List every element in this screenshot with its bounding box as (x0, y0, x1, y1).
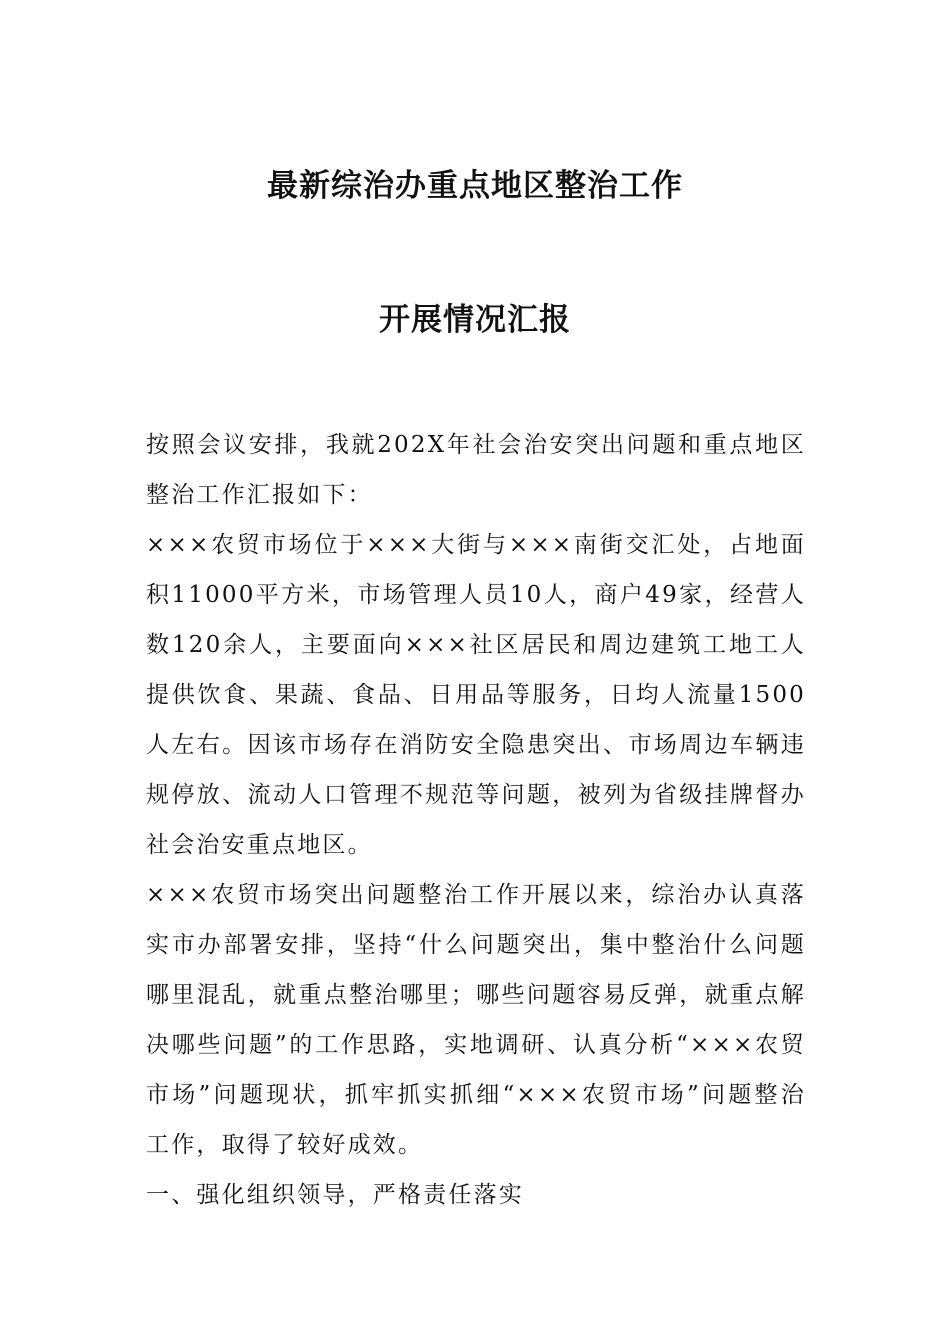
document-title-line-1: 最新综治办重点地区整治工作 (267, 168, 683, 204)
paragraph-intro: 按照会议安排，我就202X年社会治安突出问题和重点地区整治工作汇报如下： (146, 432, 806, 508)
paragraph-market-overview: ×××农贸市场位于×××大街与×××南街交汇处，占地面积11000平方米，市场管理人员10人，商户49家，经营人数120余人，主要面向×××社区居民和周边建筑工地工人提供饮食、果蔬、食品、日用品等服务，日均人流量1500人左右。因该市场存在消防安全隐患突出、市场周边车辆违规停放、流动人口管理不规范等问题，被列为省级挂牌督办社会治安重点地区。 (146, 532, 806, 858)
paragraph-work-approach: ×××农贸市场突出问题整治工作开展以来，综治办认真落实市办部署安排，坚持“什么问题突出，集中整治什么问题哪里混乱，就重点整治哪里；哪些问题容易反弹，就重点解决哪些问题”的工作思路，实地调研、认真分析“×××农贸市场”问题现状，抓牢抓实抓细“×××农贸市场”问题整治工作，取得了较好成效。 (146, 882, 806, 1158)
document-body (146, 420, 806, 1220)
section-heading-1: 一、强化组织领导，严格责任落实 (146, 1182, 524, 1208)
document-title-line-2: 开展情况汇报 (379, 302, 571, 338)
